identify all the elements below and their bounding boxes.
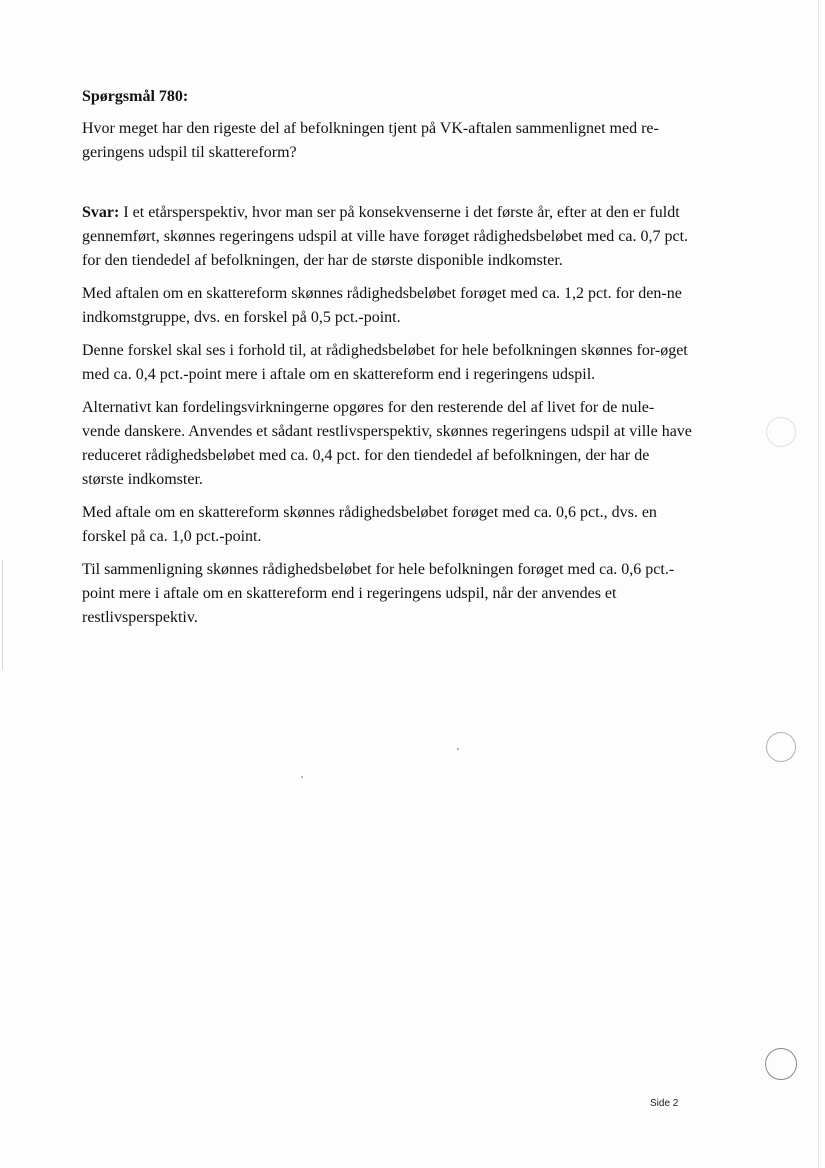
answer-intro-text: I et etårsperspektiv, hvor man ser på konsekvenserne i det første år, efter at den er fuldt gennemført, skønnes regeringens udspil at ville have forøget rådighedsbeløbet med ca. 0,7 pct. for den tiendedel af befolkningen, der har de største disponible indkomster. xyxy=(82,204,689,269)
answer-label: Svar: xyxy=(82,204,120,221)
punch-hole-mark xyxy=(765,1048,797,1080)
answer-paragraph: Denne forskel skal ses i forhold til, at rådighedsbeløbet for hele befolkningen skønnes for-øget med ca. 0,4 pct.-point mere i aftale om en skattereform end i regeringens udspil. xyxy=(82,342,688,383)
scan-speck xyxy=(457,748,459,750)
answer-intro-paragraph xyxy=(82,201,692,273)
punch-hole-mark xyxy=(766,732,796,762)
answer-paragraph: Alternativt kan fordelingsvirkningerne opgøres for den resterende del af livet for de nule-vende danskere. Anvendes et sådant restlivsperspektiv, skønnes regeringens udspil at ville have reduceret rådighedsbeløbet med ca. 0,4 pct. for den tiendedel af befolkningen, der har de største indkomster. xyxy=(82,399,692,488)
answer-paragraph: Med aftale om en skattereform skønnes rådighedsbeløbet forøget med ca. 0,6 pct., dvs. en forskel på ca. 1,0 pct.-point. xyxy=(82,504,657,545)
answer-paragraph: Til sammenligning skønnes rådighedsbeløbet for hele befolkningen forøget med ca. 0,6 pct.-point mere i aftale om en skattereform end i regeringens udspil, når der anvendes et restlivsperspektiv. xyxy=(82,561,675,626)
answer-paragraph: Med aftalen om en skattereform skønnes rådighedsbeløbet forøget med ca. 1,2 pct. for den-ne indkomstgruppe, dvs. en forskel på 0,5 pct.-point. xyxy=(82,285,682,326)
question-text: Hvor meget har den rigeste del af befolkningen tjent på VK-aftalen sammenlignet med re-geringens udspil til skattereform? xyxy=(82,120,659,161)
scan-edge-right xyxy=(818,0,819,1168)
page-number: Side 2 xyxy=(650,1098,679,1109)
question-heading: Spørgsmål 780: xyxy=(82,88,189,105)
document-body xyxy=(82,87,692,639)
punch-hole-mark xyxy=(766,417,796,447)
scan-speck xyxy=(301,776,303,778)
scan-edge-left xyxy=(2,560,3,670)
